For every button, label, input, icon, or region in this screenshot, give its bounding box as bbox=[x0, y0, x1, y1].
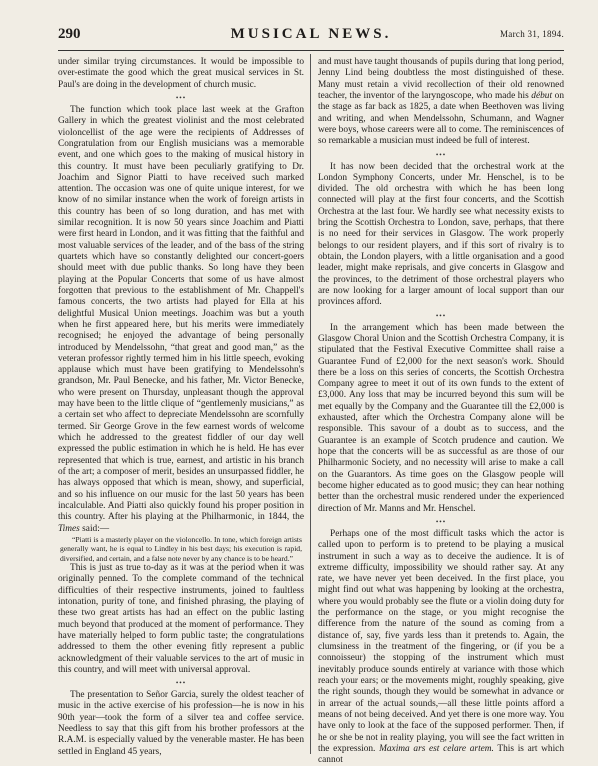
paragraph-text: on the stage as far back as 1825, a date when Beethoven was living and writing, and when Mendelssohn, Schumann, and Wagner were boys, whose careers were all to come. The reminiscences of so remarkable a musician must indeed be full of interest. bbox=[318, 90, 564, 147]
section-ornament: ••• bbox=[435, 311, 447, 320]
paragraph-garcia: The presentation to Señor Garcia, surely the oldest teacher of music in the active exercise of his profession—he is now in his 90th year—took the form of a silver tea and coffee service. Needless to say that this gift from his brother professors at the R.A.M. is especially valued by the venerable master. He has been settled in England 45 years, bbox=[58, 690, 304, 757]
column-divider bbox=[310, 54, 311, 754]
section-ornament: ••• bbox=[435, 150, 447, 159]
paragraph-text: The function which took place last week at the Grafton Gallery in which the greatest violinist and the most celebrated violoncellist of the age were the recipients of Addresses of Congratulation from our English musicians was a memorable event, and one which goes to the making of musical history in this country. It must have been peculiarly gratifying to Dr. Joachim and Signor Piatti to have received such marked attention. The occasion was one of quite unique interest, for we know of no similar instance when the work of foreign artists in this country has been of so long duration, and has met with similar recognition. It is now 50 years since Joachim and Piatti were first heard in London, and it was fitting that the faithful and most valuable services of the leader, and of the bass of the string quartets which have so constantly delighted our concert-goers should meet with due public thanks. So long have they been playing at the Popular Concerts that some of us have almost forgotten that previous to the establishment of Mr. Chappell's famous concerts, the two artists had played for Ella at his delightful Musical Union meetings. Joachim was but a youth when he first appeared here, but his merits were immediately recognised; he enjoyed the advantage of being personally introduced by Mendelssohn, “that great and good man,” as the veteran professor rightly termed him in his little speech, evoking applause which must have been gratifying to Mendelssohn's grandson, Mr. Paul Benecke, and his father, Mr. Victor Benecke, who were present on Thursday, unpleasant though the approval may have been to the little clique of “gentlemenly musicians,” as a certain set who affect to depreciate Mendelssohn are scornfully termed. Sir George Grove in the few earnest words of welcome which he addressed to the greatest fiddler of our day well expressed the public estimation in which he is held. He has ever represented that which is true, earnest, and artistic in his branch of the art; a composer of merit, besides an unsurpassed fiddler, he has always opposed that which is mean, showy, and superficial, and so his influence on our music for the last 50 years has been incalculable. And Piatti also quickly found his proper position in this country. After his playing at the Philharmonic, in 1844, the bbox=[58, 104, 304, 523]
header-rule bbox=[58, 50, 564, 51]
paragraph-garcia-continued bbox=[318, 57, 564, 148]
paragraph-st-pauls: under similar trying circumstances. It would be impossible to over-estimate the good which the great musical services in St. Paul's are doing in the development of church music. bbox=[58, 57, 304, 90]
page-header bbox=[58, 26, 564, 46]
section-ornament: ••• bbox=[175, 679, 187, 688]
debut-word: début bbox=[531, 90, 553, 101]
paragraph-joachim-piatti bbox=[58, 105, 304, 535]
paragraph-actor-instrument bbox=[318, 529, 564, 766]
paragraph-text: and must have taught thousands of pupils during that long period, Jenny Lind being doubtless the most distinguished of these. Many must retain a vivid recollection of their old renowned teacher, the inventor of the laryngoscope, who made his bbox=[318, 57, 564, 101]
masthead-title: MUSICAL NEWS. bbox=[230, 26, 392, 42]
paragraph-tail: said:— bbox=[82, 523, 110, 534]
latin-maxim: Maxima ars est celare artem. bbox=[379, 743, 494, 754]
paragraph-london-symphony: It has now been decided that the orchestral work at the London Symphony Concerts, under Mr. Henschel, is to be divided. The old orchestra with which he has been long connected will play at the first four concerts, and the Scottish Orchestra at the last four. We hardly see what necessity exists to bring the Scottish Orchestra to London, save, perhaps, that there is no need for their services in Glasgow. The work properly belongs to our resident players, and if this sort of rivalry is to obtain, the London players, with a little organisation and a good leader, might make reprisals, and give concerts in Glasgow and the provinces, to the detriment of those orchestral players who are now looking for a larger amount of local support than our provinces afford. bbox=[318, 161, 564, 308]
times-reference: Times bbox=[58, 523, 80, 534]
section-ornament: ••• bbox=[175, 93, 187, 102]
page-number: 290 bbox=[58, 26, 81, 42]
paragraph-text: This is art which cannot bbox=[318, 743, 564, 766]
paragraph-glasgow-guarantee: In the arrangement which has been made between the Glasgow Choral Union and the Scottish Orchestra Company, it is stipulated that the Festival Executive Committee shall raise a Guarantee Fund of £2,000 for the next season's work. Should there be a loss on this series of concerts, the Scottish Orchestra Company agree to meet it out of its own funds to the extent of £3,000. Any loss that may be incurred beyond this sum will be met equally by the Company and the Guarantee till the £2,000 is exhausted, after which the Orchestra Company alone will be responsible. This savour of a doubt as to success, and the Guarantee is an example of Scotch prudence and caution. We hope that the concerts will be as successful as are those of our Philharmonic Society, and no necessity will arise to make a call on the Guarantors. As time goes on the Glasgow people will become higher educated as to good music; they can hear nothing better than the orchestral music rendered under the experienced direction of Mr. Manns and Mr. Henschel. bbox=[318, 322, 564, 514]
paragraph-text: Perhaps one of the most difficult tasks which the actor is called upon to perform is to pretend to be playing a musical instrument in such a way as to deceive the audience. It is of extreme difficulty, impossibility we should rather say. At any rate, we have never yet been deceived. In the first place, you might find out what was happening by looking at the orchestra, where you would probably see the flute or a violin doing duty for the performance on the stage, or you might recognise the difference from the nature of the sound as coming from a distance of, say, five yards less than it pretends to. Again, the clumsiness in the treatment of the fingering, or (if you be a connoisseur) the stopping of the instrument which must inevitably produce sounds entirely at variance with those which reach your ears; or the movements might, roughly speaking, give the right sounds, though they would be somewhat in advance or in arrear of the actual sounds,—all these little points afford a means of not being deceived. And yet there is one more way. You have only to look at the face of the supposed performer. Then, if he or she be not in reality playing, you will see the fact written in the expression. bbox=[318, 528, 564, 754]
times-quote: “Piatti is a masterly player on the violoncello. In tone, which foreign artists generally want, he is equal to Lindley in his best days; his execution is rapid, diversified, and certain, and a false note never by any chance is to be heard.” bbox=[60, 534, 302, 563]
left-column bbox=[58, 57, 304, 757]
paragraph-true-today: This is just as true to-day as it was at the period when it was originally penned. To the complete command of the technical difficulties of their respective instruments, joined to faultless intonation, purity of tone, and finished phrasing, the playing of these two great artists has had an effect on the public lasting much beyond that produced at the moment of performance. They have materially helped to form public taste; the congratulations addressed to them the other evening fitly represent a public acknowledgment of their valuable services to the art of music in this country, and will meet with universal approval. bbox=[58, 563, 304, 675]
section-ornament: ••• bbox=[435, 517, 447, 526]
issue-date: March 31, 1894. bbox=[500, 29, 564, 39]
right-column bbox=[318, 57, 564, 766]
